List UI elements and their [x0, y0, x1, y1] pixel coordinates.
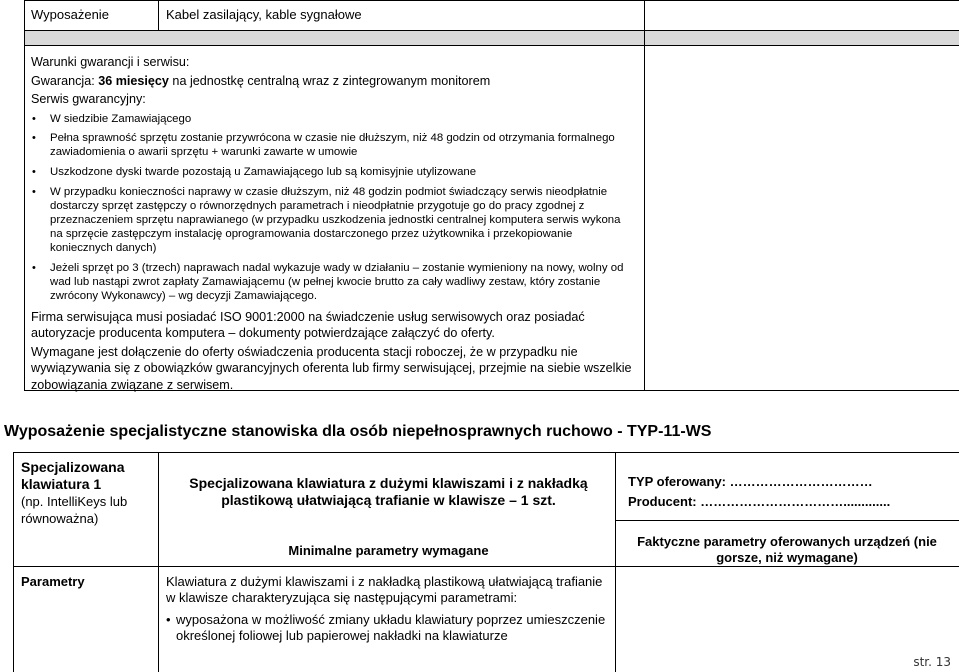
- item-description: Specjalizowana klawiatura z dużymi klawiszami i z nakładką plastikową ułatwiającą trafianie w klawisze – 1 szt.: [189, 475, 588, 508]
- params-cell: [166, 574, 612, 644]
- bullet-icon: •: [32, 112, 36, 125]
- guarantee-line: Gwarancja: 36 miesięcy na jednostkę centralną wraz z zintegrowanym monitorem: [31, 73, 491, 88]
- service-bullet-list: [31, 112, 636, 304]
- bullet-icon: •: [166, 612, 171, 627]
- producer-field: Producent: …………………………….............: [628, 494, 891, 509]
- producer-statement-requirement: Wymagane jest dołączenie do oferty oświadczenia producenta stacji roboczej, że w przypadku nie wywiązywania się z obowiązków gwarancyjnych oferenta lub firmy serwisującej, przejmie na siebie wszelkie zobowiązania związane z serwisem.: [31, 344, 632, 392]
- item-name-note: (np. IntelliKeys lub równoważna): [21, 494, 128, 526]
- bullet-icon: •: [32, 132, 36, 145]
- item-name-cell: [21, 459, 153, 527]
- table-spacer-row: [24, 30, 959, 45]
- section-title: Wyposażenie specjalistyczne stanowiska dla osób niepełnosprawnych ruchowo - TYP-11-WS: [4, 423, 712, 440]
- params-text: Klawiatura z dużymi klawiszami i z nakładką plastikową ułatwiającą trafianie w klawisze charakteryzująca się następującymi parametrami:: [166, 574, 603, 605]
- service-heading: Serwis gwarancyjny:: [31, 92, 146, 106]
- bullet-icon: •: [32, 165, 36, 178]
- param-bullet-text: wyposażona w możliwość zmiany układu klawiatury poprzez umieszczenie określonej foliowej lub papierowej nakładki na klawiaturze: [176, 612, 606, 643]
- service-bullet: [31, 261, 636, 303]
- warranty-terms: [31, 53, 636, 394]
- item-name: Specjalizowana klawiatura 1: [21, 459, 125, 492]
- service-bullet-text: Jeżeli sprzęt po 3 (trzech) naprawach nadal wykazuje wady w działaniu – zostanie wymieniony na nowy, wolny od wad lub nastąpi zwrot zapłaty Zamawiającemu (w pełnej kwocie brutto za cały wadliwy zestaw, który zostanie zwrócony Wykonawcy) – wg decyzji Zamawiającego.: [50, 261, 624, 302]
- service-bullet: [31, 185, 636, 255]
- param-bullet: [166, 612, 612, 644]
- service-bullet: [31, 131, 636, 159]
- equipment-label: Wyposażenie: [31, 7, 109, 22]
- bullet-icon: •: [32, 261, 36, 274]
- offered-type-field: TYP oferowany: ……………………………: [628, 474, 873, 489]
- equipment-value: Kabel zasilający, kable sygnałowe: [166, 7, 362, 22]
- service-bullet-text: Pełna sprawność sprzętu zostanie przywrócona w czasie nie dłuższym, niż 48 godzin od otrzymania formalnego zawiadomienia o awarii sprzętu + warunki zawarte w umowie: [50, 132, 615, 159]
- service-bullet-text: W przypadku konieczności naprawy w czasie dłuższym, niż 48 godzin podmiot świadczący serwis nieodpłatnie dostarczy sprzęt zastępczy o równorzędnych parametrach i nieodpłatnie przygotuje go do pracy zgodnej z przeznaczeniem sprzętu naprawianego (w przypadku uszkodzenia jednostki centralnej komputera serwis wykona na sprzęcie zastępczym instalację oprogramowania dostarczonego przez użytkownika i przekopiowanie koniecznych danych): [50, 185, 621, 255]
- params-label: Parametry: [21, 574, 85, 589]
- service-bullet: [31, 112, 636, 126]
- guarantee-duration: 36 miesięcy: [98, 73, 169, 88]
- warranty-terms-heading: Warunki gwarancji i serwisu:: [31, 55, 190, 69]
- params-bullet-list: [166, 612, 612, 644]
- service-bullet-text: Uszkodzone dyski twarde pozostają u Zamawiającego lub są komisyjnie utylizowane: [50, 165, 477, 178]
- min-params-header: Minimalne parametry wymagane: [288, 543, 489, 558]
- service-bullet: [31, 165, 636, 179]
- page-number: str. 13: [913, 655, 951, 669]
- iso-requirement: Firma serwisująca musi posiadać ISO 9001:2000 na świadczenie usług serwisowych oraz posiadać autoryzacje producenta komputera – dokumenty potwierdzające załączyć do oferty.: [31, 309, 585, 341]
- bullet-icon: •: [32, 185, 36, 198]
- actual-params-header: Faktyczne parametry oferowanych urządzeń (nie gorsze, niż wymagane): [637, 534, 937, 565]
- service-bullet-text: W siedzibie Zamawiającego: [50, 112, 192, 125]
